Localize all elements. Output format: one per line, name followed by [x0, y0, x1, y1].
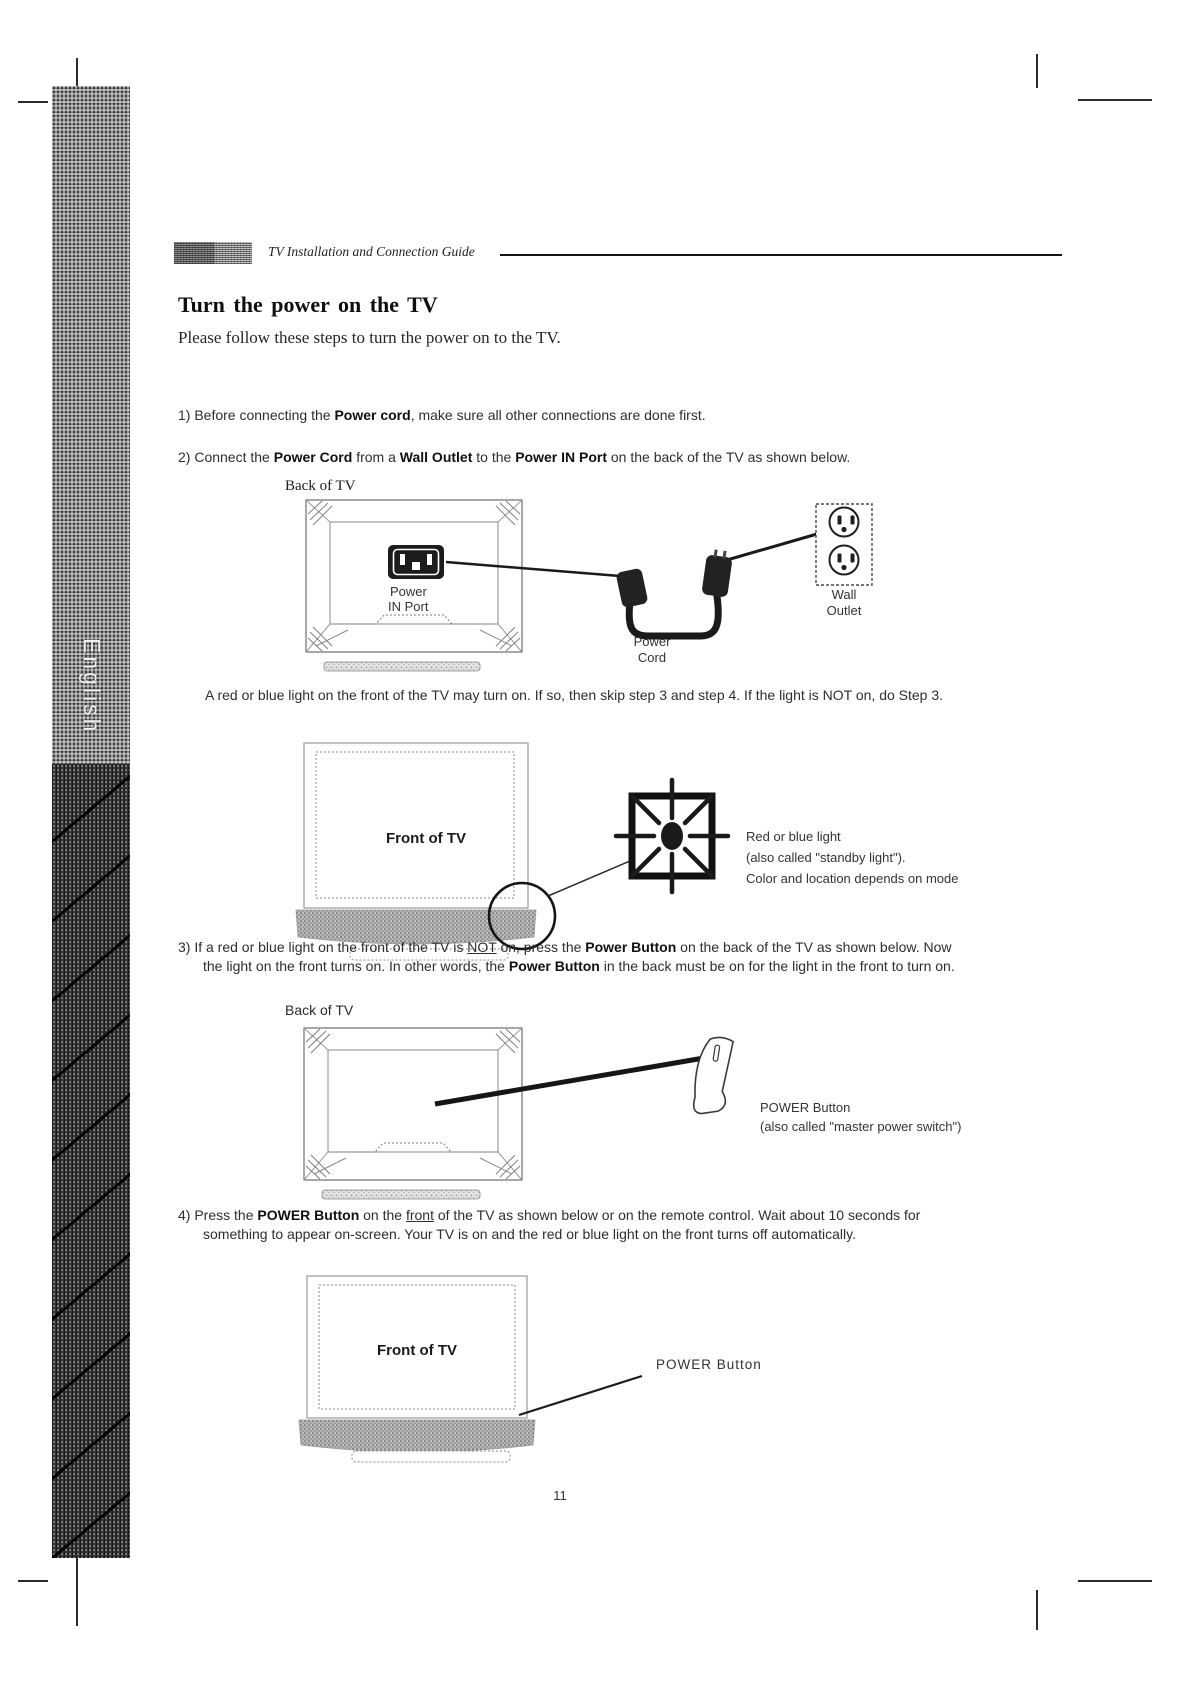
diagram-power-connection — [280, 496, 900, 688]
power-button-label-line1: POWER Button — [760, 1100, 851, 1115]
crop-mark-bottom-right-h — [1078, 1580, 1152, 1582]
power-cord-label-line2: Cord — [637, 650, 667, 665]
crop-mark-top-right-h — [1078, 99, 1152, 101]
power-switch-icon — [690, 1034, 735, 1117]
callout-line — [519, 1376, 642, 1415]
sidebar-texture-bottom — [52, 764, 130, 1558]
step-1-text: 1) Before connecting the Power cord, make sure all other connections are done first. — [178, 407, 706, 423]
diagram3-caption: Back of TV — [285, 1002, 354, 1018]
guide-title: TV Installation and Connection Guide — [268, 244, 475, 259]
crop-mark-top-right-v — [1036, 54, 1038, 88]
section-intro: Please follow these steps to turn the power on to the TV. — [178, 328, 561, 347]
tv-back-illustration — [304, 1028, 522, 1199]
step-4-text: 4) Press the POWER Button on the front of the TV as shown below or on the remote control. Wait about 10 seconds for something to appear on-screen. Your TV is on and the red or blue light on the front turns off automatically. — [178, 1207, 921, 1242]
wall-outlet-icon — [816, 504, 872, 585]
tv-front-illustration — [299, 1276, 535, 1462]
power-button-label: POWER Button — [656, 1357, 762, 1372]
wall-outlet-label-line2: Outlet — [826, 603, 862, 618]
power-in-port-label-line1: Power — [390, 584, 427, 599]
crop-mark-top-left-h — [18, 101, 48, 103]
page-number: 11 — [553, 1488, 567, 1503]
tv-front-label: Front of TV — [377, 1342, 457, 1359]
step-2-text: 2) Connect the Power Cord from a Wall Outlet to the Power IN Port on the back of the TV as shown below. — [178, 449, 851, 465]
diagram-power-button-front — [280, 1268, 860, 1468]
tv-front-illustration — [296, 743, 536, 960]
section-title: Turn the power on the TV — [178, 292, 438, 317]
header-rule — [500, 254, 1062, 256]
standby-light-label-line1: Red or blue light — [746, 829, 841, 844]
power-button-label-line2: (also called "master power switch") — [760, 1119, 962, 1134]
diagram1-caption: Back of TV — [285, 478, 356, 494]
crop-mark-bottom-left-h — [18, 1580, 48, 1582]
wall-outlet-label-line1: Wall — [831, 587, 857, 602]
power-in-port-icon — [388, 545, 444, 579]
language-tab-label: English — [79, 638, 105, 735]
power-cord-label-line1: Power — [633, 634, 671, 649]
crop-mark-bottom-right-v — [1036, 1590, 1038, 1630]
cable-to-outlet-line — [720, 534, 817, 562]
tv-speaker-strip — [299, 1420, 535, 1452]
standby-light-label-line3: Color and location depends on mode — [746, 871, 959, 886]
publisher-logo — [174, 242, 252, 264]
power-in-port-label-line2: IN Port — [388, 599, 429, 614]
standby-light-label-line2: (also called "standby light"). — [746, 850, 906, 865]
diagram-standby-light — [280, 740, 1000, 965]
tv-stand — [352, 1451, 510, 1462]
power-cord-icon — [616, 548, 734, 636]
diagram-power-button-back — [280, 1024, 980, 1206]
standby-light-note: A red or blue light on the front of the TV may turn on. If so, then skip step 3 and step 4. If the light is NOT on, do Step 3. — [205, 687, 944, 703]
tv-front-label: Front of TV — [386, 830, 466, 847]
crop-mark-bottom-left-v — [76, 1554, 78, 1626]
standby-light-icon — [616, 780, 728, 892]
step-3-text: 3) If a red or blue light on the front of the TV is NOT on, press the Power Button on the back of the TV as shown below. Now the light on the front turns on. In other words, the Power Button in the back must be on for the light in the front to turn on. — [178, 939, 955, 974]
